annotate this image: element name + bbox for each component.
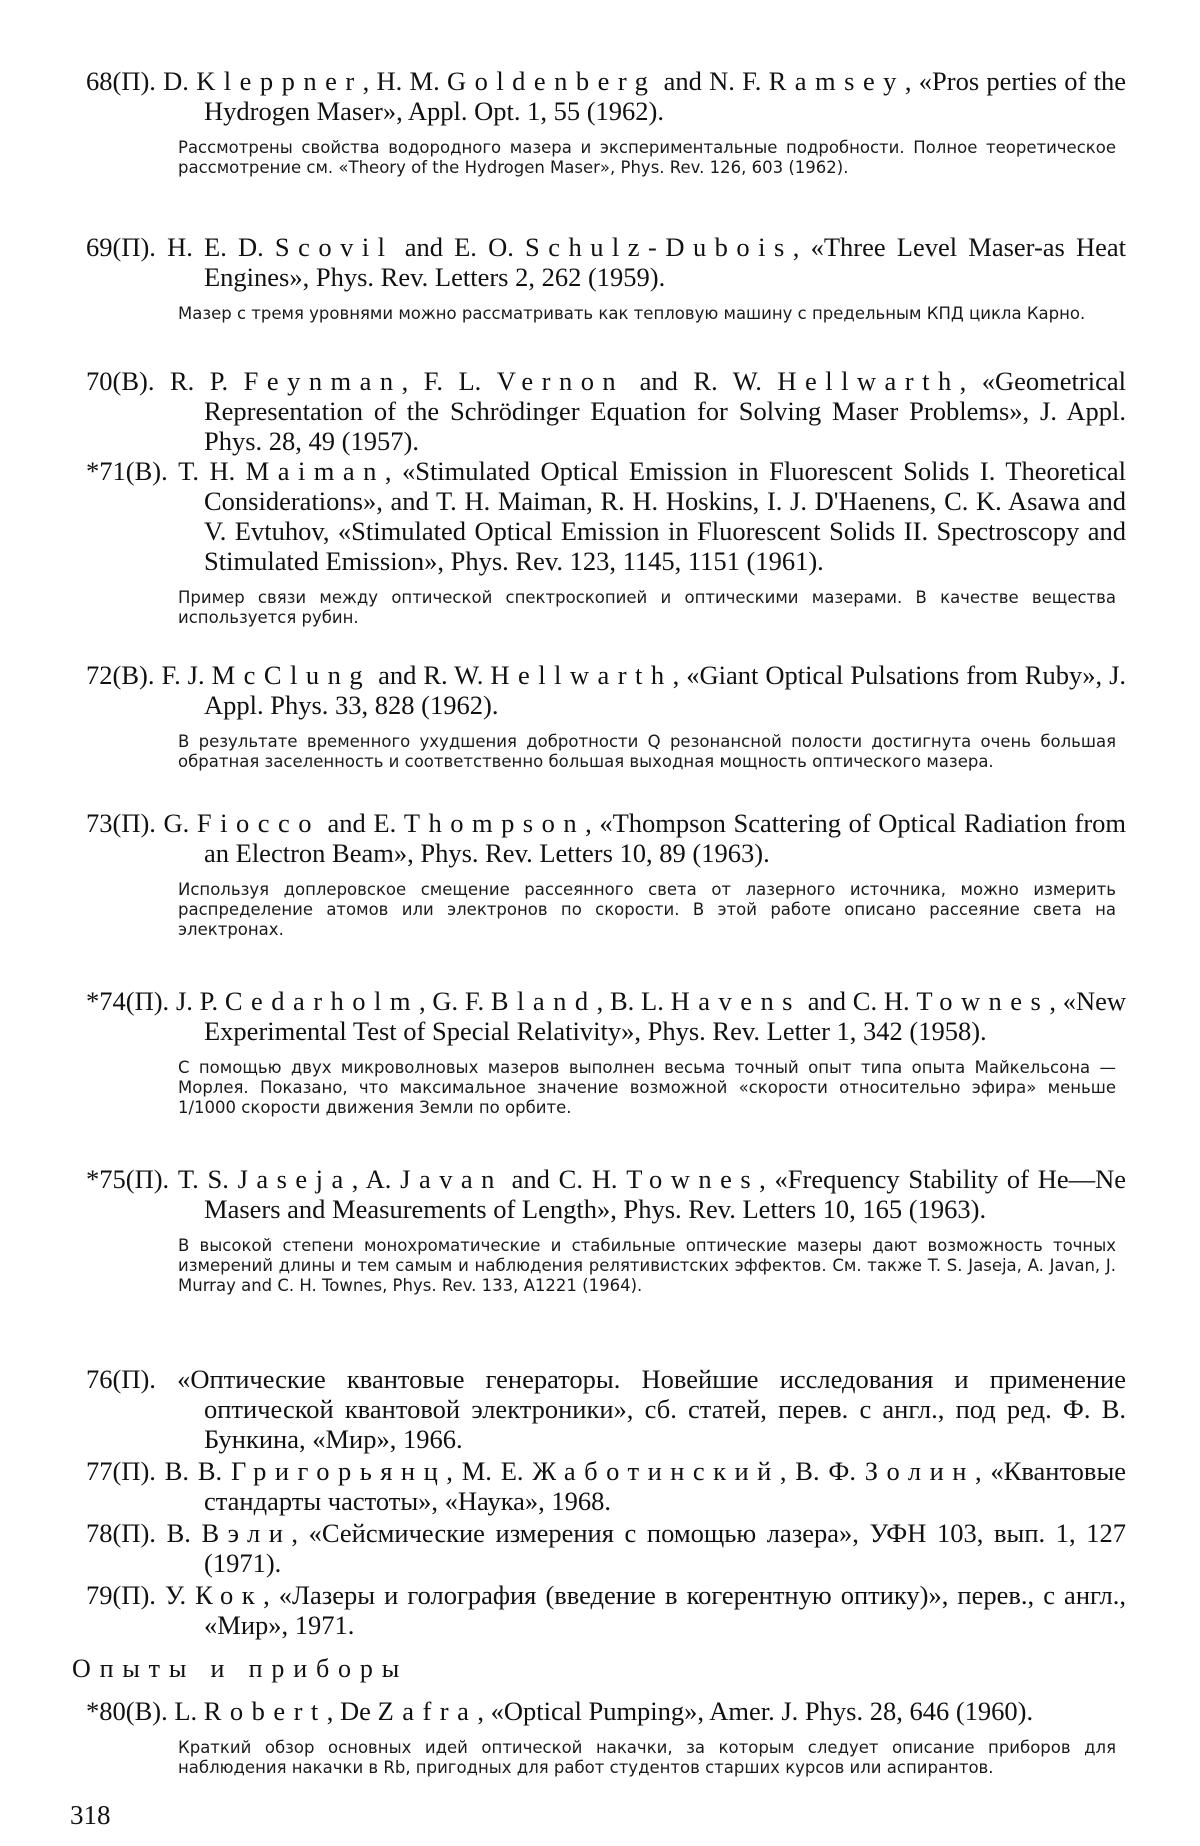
author-initials: , H. M. — [362, 66, 447, 96]
reference-citation — [86, 1456, 1126, 1516]
author-surname: Schulz-Dubois — [525, 232, 793, 262]
author-initials: , F. L. — [401, 366, 497, 396]
author-initials: В. — [166, 1518, 202, 1548]
author-initials: , — [263, 1580, 279, 1610]
author-initials: and C. H. — [800, 986, 917, 1016]
author-surname: Hellwarth — [777, 366, 960, 396]
reference-citation — [86, 1580, 1126, 1640]
reference-title: «Optical Pumping», Amer. J. Phys. 28, 646 (1960). — [490, 1696, 1034, 1726]
author-surname: Scovil — [274, 232, 394, 262]
reference-annotation: В высокой степени монохроматические и стабильные оптические мазеры дают возможность точных измерений длины и тем самым и наблюдения релятивистских эффектов. См. также T. S. Jaseja, A. Javan, J. Murray and C. H. Townes, Phys. Rev. 133, A1221 (1964). — [178, 1236, 1116, 1295]
reference-entry-79 — [86, 1580, 1126, 1640]
author-surname: McClung — [211, 660, 372, 690]
reference-annotation: Рассмотрены свойства водородного мазера и экспериментальные подробности. Полное теоретическое рассмотрение см. «Theory of the Hydrogen Maser», Phys. Rev. 126, 603 (1962). — [178, 138, 1116, 177]
reference-title: «Pros perties of the Hydrogen Maser», Appl. Opt. 1, 55 (1962). — [204, 66, 1127, 126]
reference-number: 69(П). — [86, 232, 156, 262]
reference-citation — [86, 366, 1126, 456]
reference-entry-77 — [86, 1456, 1126, 1516]
author-surname: Thompson — [403, 808, 586, 838]
author-surname: Kleppner — [196, 66, 363, 96]
reference-authors — [176, 986, 1063, 1016]
author-initials: , De — [326, 1696, 378, 1726]
reference-authors — [163, 66, 919, 96]
reference-entry-76 — [86, 1364, 1126, 1454]
author-surname: Feynman — [243, 366, 402, 396]
author-initials: , — [384, 456, 402, 486]
reference-citation — [86, 1164, 1126, 1224]
author-initials: G. — [163, 808, 197, 838]
reference-citation — [86, 232, 1126, 292]
reference-entry-69 — [86, 232, 1126, 324]
reference-citation — [86, 986, 1126, 1046]
reference-title: «Сейсмические измерения с помощью лазера», УФН 103, вып. 1, 127 (1971). — [204, 1518, 1127, 1578]
reference-entry-74 — [86, 986, 1126, 1118]
author-surname: Jaseja — [237, 1164, 352, 1194]
reference-authors — [165, 1580, 279, 1610]
author-surname: Townes — [626, 1164, 760, 1194]
reference-citation — [86, 1696, 1126, 1726]
reference-title: «Geometrical Representation of the Schrödinger Equation for Solving Maser Problems», J. Appl. Phys. 28, 49 (1957). — [204, 366, 1126, 456]
reference-entry-78 — [86, 1518, 1126, 1578]
author-initials: and E. — [319, 808, 404, 838]
reference-title: «Квантовые стандарты частоты», «Наука», 1968. — [204, 1456, 1127, 1516]
reference-title: «Лазеры и голография (введение в когерентную оптику)», перев., с англ., «Мир», 1971. — [204, 1580, 1126, 1640]
author-surname: Григорьянц — [231, 1456, 447, 1486]
page-number: 318 — [70, 1800, 111, 1830]
author-initials: , — [291, 1518, 309, 1548]
author-initials: , — [1049, 986, 1063, 1016]
reference-title: «Thompson Scattering of Optical Radiation from an Electron Beam», Phys. Rev. Letters 10, 89 (1963). — [204, 808, 1127, 868]
author-surname: Robert — [203, 1696, 327, 1726]
reference-number: 76(П). — [86, 1364, 156, 1394]
reference-number: 73(П). — [86, 808, 156, 838]
author-initials: , — [904, 66, 919, 96]
reference-authors — [174, 1696, 490, 1726]
reference-authors — [167, 232, 810, 262]
reference-entry-75 — [86, 1164, 1126, 1296]
reference-citation — [86, 66, 1126, 126]
author-initials: J. P. — [175, 986, 225, 1016]
author-initials: F. J. — [161, 660, 212, 690]
reference-authors — [161, 660, 686, 690]
reference-title: «Giant Optical Pulsations from Ruby», J. Appl. Phys. 33, 828 (1962). — [204, 660, 1127, 720]
author-initials: and N. F. — [656, 66, 769, 96]
reference-authors — [178, 456, 402, 486]
reference-number: *74(П). — [86, 986, 170, 1016]
reference-annotation: В результате временного ухудшения добротности Q резонансной полости достигнута очень большая обратная заселенность и соответственно большая выходная мощность оптического мазера. — [178, 732, 1116, 771]
section-heading: Опыты и приборы — [72, 1654, 409, 1683]
author-initials: , — [672, 660, 687, 690]
author-initials: L. — [174, 1696, 204, 1726]
author-surname: Кок — [195, 1580, 264, 1610]
reference-entry-71 — [86, 456, 1126, 628]
reference-citation — [86, 1518, 1126, 1578]
author-surname: Золин — [864, 1456, 975, 1486]
author-surname: Hellwarth — [490, 660, 673, 690]
author-initials: , М. Е. — [446, 1456, 533, 1486]
reference-number: *71(В). — [86, 456, 168, 486]
author-initials: , В. Ф. — [779, 1456, 865, 1486]
reference-number: 79(П). — [86, 1580, 156, 1610]
author-initials: H. E. D. — [167, 232, 275, 262]
reference-citation — [86, 456, 1126, 576]
author-surname: Жаботинский — [532, 1456, 780, 1486]
author-initials: , — [585, 808, 600, 838]
reference-title: «Frequency Stability of He—Ne Masers and Measurements of Length», Phys. Rev. Letters 10, 165 (1963). — [204, 1164, 1127, 1224]
reference-citation — [86, 1364, 1126, 1454]
author-surname: Townes — [916, 986, 1050, 1016]
reference-number: 77(П). — [86, 1456, 156, 1486]
reference-citation — [86, 808, 1126, 868]
reference-annotation: Мазер с тремя уровнями можно рассматривать как тепловую машину с предельным КПД цикла Карно. — [178, 304, 1086, 323]
reference-entry-72 — [86, 660, 1126, 772]
reference-number: *75(П). — [86, 1164, 170, 1194]
author-initials: , — [759, 1164, 775, 1194]
reference-number: 70(В). — [86, 366, 155, 396]
author-initials: , A. — [351, 1164, 401, 1194]
author-surname: Cedarholm — [224, 986, 419, 1016]
author-initials: T. H. — [178, 456, 246, 486]
author-initials: and R. W. — [624, 366, 778, 396]
author-surname: Bland — [490, 986, 597, 1016]
reference-entry-68 — [86, 66, 1126, 178]
reference-authors — [178, 1164, 775, 1194]
author-initials: , B. L. — [596, 986, 671, 1016]
reference-title: «Оптические квантовые генераторы. Новейшие исследования и применение оптической квантовой электроники», сб. статей, перев. с англ., под ред. Ф. В. Бункина, «Мир», 1966. — [177, 1364, 1126, 1454]
author-initials: and C. H. — [502, 1164, 627, 1194]
author-surname: Javan — [400, 1164, 503, 1194]
reference-title: «Stimulated Optical Emission in Fluorescent Solids I. Theoretical Considerations», and T. H. Maiman, R. H. Hoskins, I. J. D'Haenens, C. K. Asawa and V. Evtuhov, «Stimulated Optical Emission in Fluorescent Solids II. Spectroscopy and Stimulated Emission», Phys. Rev. 123, 1145, 1151 (1961). — [204, 456, 1126, 576]
author-surname: Havens — [670, 986, 801, 1016]
reference-number: *80(В). — [86, 1696, 168, 1726]
reference-authors — [164, 808, 600, 838]
author-initials: D. — [163, 66, 197, 96]
author-surname: Maiman — [245, 456, 385, 486]
author-initials: , G. F. — [418, 986, 491, 1016]
reference-entry-73 — [86, 808, 1126, 940]
reference-authors — [170, 366, 982, 396]
reference-authors — [167, 1518, 309, 1548]
author-surname: Ramsey — [768, 66, 905, 96]
author-initials: В. В. — [164, 1456, 232, 1486]
reference-title: «New Experimental Test of Special Relativity», Phys. Rev. Letter 1, 342 (1958). — [204, 986, 1127, 1046]
reference-authors — [165, 1456, 991, 1486]
author-initials: and E. O. — [393, 232, 526, 262]
reference-number: 68(П). — [86, 66, 156, 96]
author-initials: , — [477, 1696, 491, 1726]
author-initials: R. P. — [169, 366, 244, 396]
reference-number: 72(В). — [86, 660, 155, 690]
author-initials: У. — [165, 1580, 196, 1610]
author-initials: , — [974, 1456, 991, 1486]
reference-citation — [86, 660, 1126, 720]
reference-annotation: Краткий обзор основных идей оптической накачки, за которым следует описание приборов для наблюдения накачки в Rb, пригодных для работ студентов старших курсов или аспирантов. — [178, 1738, 1116, 1777]
reference-annotation: С помощью двух микроволновых мазеров выполнен весьма точный опыт типа опыта Майкельсона — Морлея. Показано, что максимальное значение возможной «скорости относительно эфира» меньше 1/1000 скорости движения Земли по орбите. — [178, 1058, 1116, 1117]
author-surname: Goldenberg — [446, 66, 657, 96]
reference-title: «Three Level Maser-as Heat Engines», Phys. Rev. Letters 2, 262 (1959). — [204, 232, 1127, 292]
author-surname: Zafra — [377, 1696, 478, 1726]
reference-annotation: Используя доплеровское смещение рассеянного света от лазерного источника, можно измерить распределение атомов или электронов по скорости. В этой работе описано рассеяние света на электронах. — [178, 880, 1116, 939]
reference-entry-70 — [86, 366, 1126, 456]
reference-annotation: Пример связи между оптической спектроскопией и оптическими мазерами. В качестве вещества используется рубин. — [178, 588, 1116, 627]
author-initials: T. S. — [177, 1164, 238, 1194]
author-initials: , — [959, 366, 982, 396]
reference-number: 78(П). — [86, 1518, 156, 1548]
author-initials: , — [792, 232, 811, 262]
author-initials: and R. W. — [371, 660, 491, 690]
reference-entry-80 — [86, 1696, 1126, 1778]
author-surname: Vernon — [496, 366, 625, 396]
author-surname: Вэли — [201, 1518, 292, 1548]
author-surname: Fiocco — [196, 808, 320, 838]
